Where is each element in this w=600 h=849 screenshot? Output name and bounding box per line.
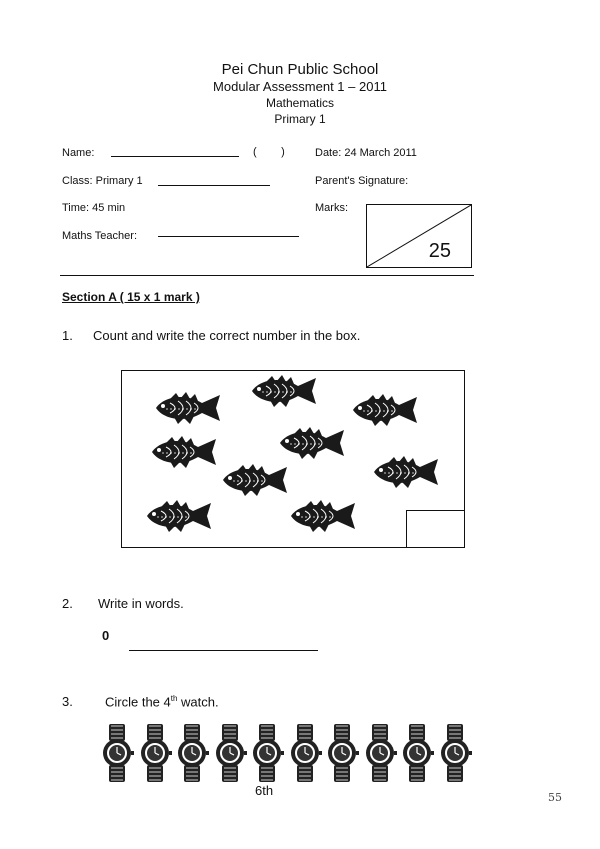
name-line[interactable] [111,156,239,157]
fish-icon [274,426,350,460]
question-3-text: Circle the 4th watch. [105,694,219,710]
class-line[interactable] [158,185,270,186]
watch-icon[interactable] [138,724,172,782]
parent-signature-label: Parent's Signature: [315,175,409,187]
watch-icon[interactable] [363,724,397,782]
fish-icon [146,435,222,469]
date-label: Date: 24 March 2011 [315,147,417,159]
level-title: Primary 1 [274,112,326,126]
teacher-line[interactable] [158,236,299,237]
header-divider [60,275,474,276]
watch-icon[interactable] [250,724,284,782]
answer-box[interactable] [406,510,465,548]
watch-icon[interactable] [100,724,134,782]
fish-icon [150,391,226,425]
marks-total: 25 [428,240,451,262]
section-title: Section A ( 15 x 1 mark ) [62,290,200,304]
subject-title: Mathematics [265,96,335,110]
fish-icon [217,463,293,497]
watch-row [100,724,475,782]
handwritten-page-mark: 55 [548,791,562,804]
watch-caption: 6th [255,783,274,798]
question-3-number: 3. [62,694,73,709]
watch-icon[interactable] [175,724,209,782]
fish-icon [368,455,444,489]
name-label: Name: [62,147,95,159]
assessment-title: Modular Assessment 1 – 2011 [213,79,387,94]
teacher-label: Maths Teacher: [62,230,138,242]
question-2-number: 2. [62,596,73,611]
fish-icon [246,374,322,408]
index-parentheses: ( ) [253,146,285,158]
watch-icon[interactable] [325,724,359,782]
class-label: Class: Primary 1 [62,175,143,187]
marks-box [366,204,472,268]
watch-icon[interactable] [288,724,322,782]
fish-icon [141,499,217,533]
question-2-text: Write in words. [98,596,184,611]
fish-icon [285,499,361,533]
question-1-number: 1. [62,328,73,343]
fish-picture-box [121,370,465,548]
question-1-text: Count and write the correct number in the box. [93,328,361,343]
watch-icon[interactable] [213,724,247,782]
marks-label: Marks: [315,202,348,214]
marks-diagonal [367,205,471,267]
question-2-answer-line[interactable] [129,650,318,651]
fish-icon [347,393,423,427]
school-name: Pei Chun Public School [221,61,379,78]
question-2-given-number: 0 [102,628,110,643]
watch-icon[interactable] [438,724,472,782]
watch-icon[interactable] [400,724,434,782]
time-label: Time: 45 min [62,202,126,214]
